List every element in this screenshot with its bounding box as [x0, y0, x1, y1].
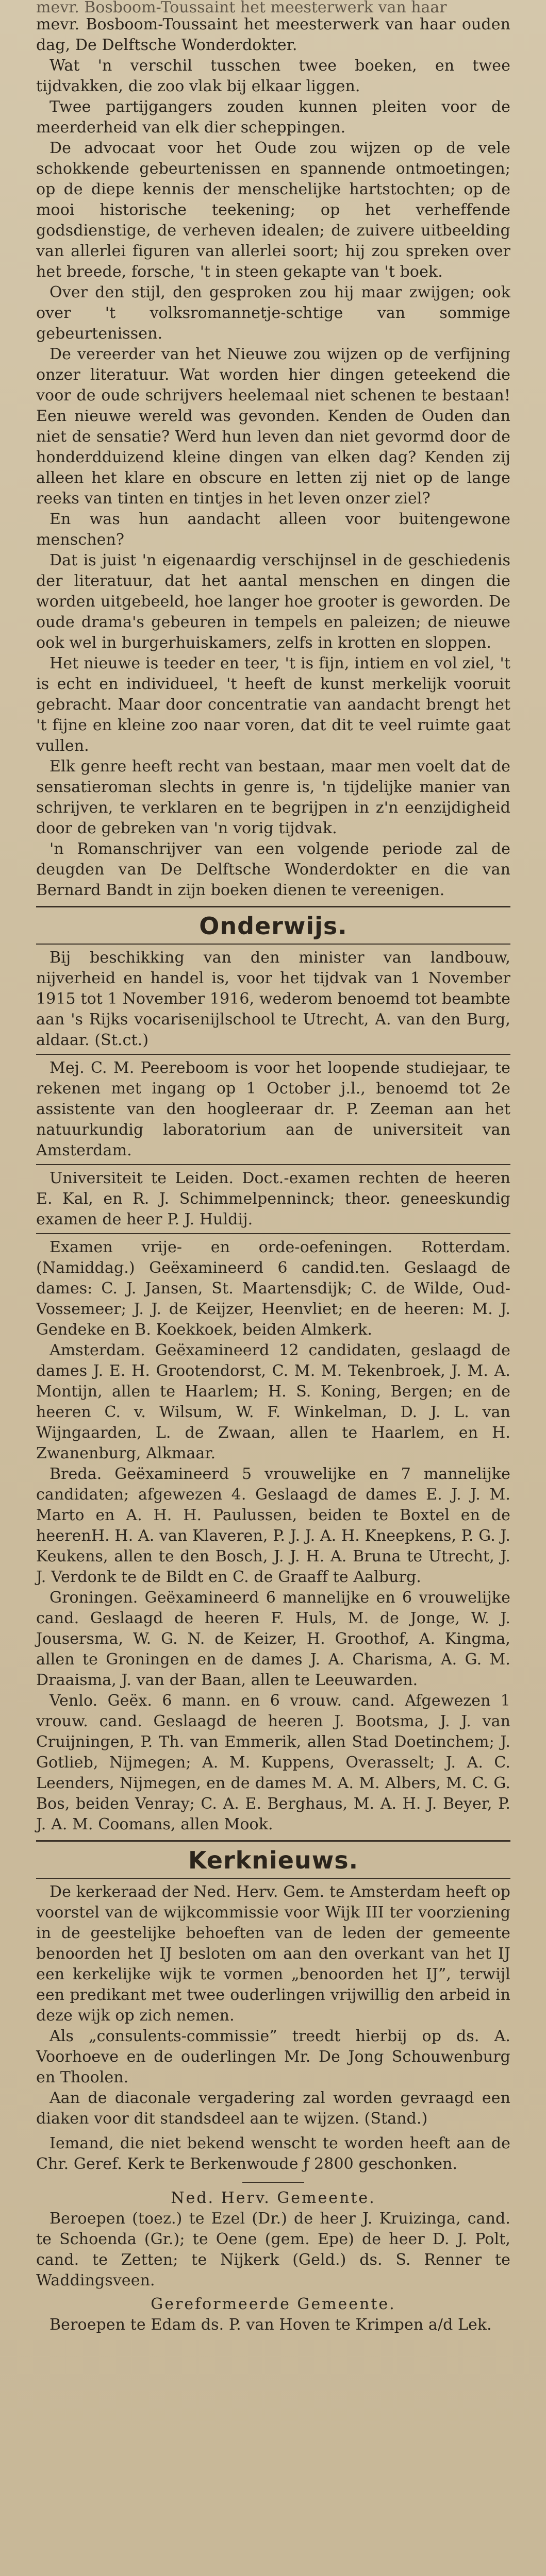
- item-divider: [36, 1164, 510, 1165]
- article-paragraph: Over den stijl, den gesproken zou hij maar zwijgen; ook over 't volksromannetje-schtige van sommige gebeurtenissen.: [36, 283, 510, 343]
- heading-kerknieuws: Kerknieuws.: [188, 1846, 359, 1874]
- news-item: Breda. Geëxamineerd 5 vrouwelijke en 7 mannelijke candidaten; afgewezen 4. Geslaagd de dames E. J. J. M. Marto en A. H. H. Paulussen, beiden te Boxtel en de heerenH. H. A. van Klaveren, P. J. J. A. H. Kneepkens, P. G. J. Keukens, allen te den Bosch, J. J. H. A. Bruna te Utrecht, J. J. Verdonk te de Bildt en C. de Graaff te Aalburg.: [36, 1465, 510, 1586]
- news-item: De kerkeraad der Ned. Herv. Gem. te Amsterdam heeft op voorstel van de wijkcommissie voor Wijk III ter voorziening in de geestelijke behoeften van de leden der gemeente benoorden het IJ besloten om aan den overkant van het IJ een kerkelijke wijk te vormen „benoorden het IJ”, terwijl een predikant met twee ouderlingen vrijwillig den arbeid in deze wijk op zich nemen.: [36, 1883, 510, 2025]
- news-item: Aan de diaconale vergadering zal worden gevraagd een diaken voor dit standsdeel aan te wijzen. (Stand.): [36, 2089, 510, 2128]
- news-item: Examen vrije- en orde-oefeningen. Rotterdam. (Namiddag.) Geëxamineerd 6 candid.ten. Geslaagd de dames: C. J. Jansen, St. Maartensdijk; C. de Wilde, Oud-Vossemeer; J. J. de Keijzer, Heenvliet; en de heeren: M. J. Gendeke en B. Koekkoek, beiden Almkerk.: [36, 1238, 510, 1339]
- article-column: [36, 0, 510, 2335]
- news-item: Mej. C. M. Peereboom is voor het loopende studiejaar, te rekenen met ingang op 1 October j.l., benoemd tot 2e assistente van den hoogleeraar dr. P. Zeeman aan het natuurkundig laboratorium aan de universiteit van Amsterdam.: [36, 1059, 510, 1159]
- section-divider: [36, 1878, 510, 1879]
- subheading-ned-herv: Ned. Herv. Gemeente.: [171, 2189, 376, 2207]
- news-item: Bij beschikking van den minister van landbouw, nijverheid en handel is, voor het tijdvak van 1 November 1915 tot 1 November 1916, wederom benoemd tot beambte aan 's Rijks vocarisenijlschool te Utrecht, A. van den Burg, aldaar. (St.ct.): [36, 949, 510, 1049]
- news-item: Iemand, die niet bekend wenscht te worden heeft aan de Chr. Geref. Kerk te Berkenwoude ƒ 2800 geschonken.: [36, 2134, 510, 2173]
- article-paragraph: En was hun aandacht alleen voor buitengewone menschen?: [36, 510, 510, 549]
- article-paragraph: Twee partijgangers zouden kunnen pleiten voor de meerderheid van elk dier scheppingen.: [36, 98, 510, 137]
- article-paragraph: De advocaat voor het Oude zou wijzen op de vele schokkende gebeurtenissen en spannende ontmoetingen; op de diepe kennis der menschelijke hartstochten; op de mooi historische teekening; op het verheffende godsdienstige, de verheven idealen; de zuivere uitbeelding van allerlei figuren van allerlei soort; hij zou spreken over het breede, forsche, 't in steen gekapte van 't boek.: [36, 139, 510, 281]
- spacer: [36, 2129, 510, 2133]
- onderwijs-section: [36, 948, 510, 1835]
- subheading-geref: Gereformeerde Gemeente.: [151, 2295, 396, 2313]
- news-item: Amsterdam. Geëxamineerd 12 candidaten, geslaagd de dames J. E. H. Grootendorst, C. M. M. Tekenbroek, J. M. A. Montijn, allen te Haarlem; H. S. Koning, Bergen; en de heeren C. v. Wilsum, W. F. Winkelman, D. J. L. van Wijngaarden, L. de Zwaan, allen te Haarlem, en H. Zwanenburg, Alkmaar.: [36, 1341, 510, 1462]
- news-item: Universiteit te Leiden. Doct.-examen rechten de heeren E. Kal, en R. J. Schimmelpenninck; theor. geneeskundig examen de heer P. J. Huldij.: [36, 1169, 510, 1228]
- item-divider: [36, 1233, 510, 1234]
- short-divider: [242, 2182, 304, 2183]
- section-divider: [36, 944, 510, 945]
- cut-top-fragment: mevr. Bosboom-Toussaint het meesterwerk van haar: [36, 0, 447, 14]
- article-paragraph: Wat 'n verschil tusschen twee boeken, en twee tijdvakken, die zoo vlak bij elkaar liggen.: [36, 57, 510, 95]
- section-divider: [36, 1840, 510, 1842]
- article-paragraph: 'n Romanschrijver van een volgende periode zal de deugden van De Delftsche Wonderdokter en die van Bernard Bandt in zijn boeken dienen te vereenigen.: [36, 840, 510, 899]
- news-item: Als „consulents-commissie” treedt hierbij op ds. A. Voorhoeve en de ouderlingen Mr. De Jong Schouwenburg en Thoolen.: [36, 2027, 510, 2086]
- article-paragraph: mevr. Bosboom-Toussaint het meesterwerk van haar ouden dag, De Delftsche Wonderdokter.: [36, 15, 510, 54]
- news-item: Venlo. Geëx. 6 mann. en 6 vrouw. cand. Afgewezen 1 vrouw. cand. Geslaagd de heeren J. Bootsma, J. J. van Cruijningen, P. Th. van Emmerik, allen Stad Doetinchem; J. Gotlieb, Nijmegen; A. M. Kuppens, Overasselt; J. A. C. Leenders, Nijmegen, en de dames M. A. M. Albers, M. C. G. Bos, beiden Venray; C. A. E. Berghaus, M. A. H. J. Beyer, P. J. A. M. Coomans, allen Mook.: [36, 1692, 510, 1833]
- section-divider: [36, 906, 510, 907]
- literature-article: [36, 14, 510, 901]
- news-item: Groningen. Geëxamineerd 6 mannelijke en 6 vrouwelijke cand. Geslaagd de heeren F. Huls, M. de Jonge, W. J. Jousersma, W. G. N. de Keizer, H. Groothof, A. Kingma, allen te Groningen en de dames J. A. Charisma, A. G. M. Draaisma, J. van der Baan, allen te Leeuwarden.: [36, 1589, 510, 1689]
- news-item: Beroepen te Edam ds. P. van Hoven te Krimpen a/d Lek.: [49, 2316, 492, 2334]
- article-paragraph: De vereerder van het Nieuwe zou wijzen op de verfijning onzer literatuur. Wat worden hier dingen geteekend die voor de oude schrijvers heelemaal niet schenen te bestaan! Een nieuwe wereld was gevonden. Kenden de Ouden dan niet de sensatie? Werd hun leven dan niet gevormd door de honderdduizend kleine dingen van elken dag? Kenden zij alleen het klare en obscure en letten zij niet op de lange reeks van tinten en tintjes in het leven onzer ziel?: [36, 345, 510, 508]
- heading-onderwijs: Onderwijs.: [199, 912, 348, 940]
- article-paragraph: Elk genre heeft recht van bestaan, maar men voelt dat de sensatieroman slechts in genre is, 'n tijdelijke manier van schrijven, te verklaren en te begrijpen in z'n eenzijdigheid door de gebreken van 'n vorig tijdvak.: [36, 757, 510, 837]
- article-paragraph: Het nieuwe is teeder en teer, 't is fijn, intiem en vol ziel, 't is echt en individueel, 't heeft de kunst merkelijk vooruit gebracht. Maar door concentratie van aandacht brengt het 't fijne en kleine zoo naar voren, dat dit te veel ruimte gaat vullen.: [36, 654, 510, 755]
- item-divider: [36, 1054, 510, 1055]
- kerknieuws-section: [36, 1882, 510, 2335]
- news-item: Beroepen (toez.) te Ezel (Dr.) de heer J. Kruizinga, cand. te Schoenda (Gr.); te Oene (gem. Epe) de heer D. J. Polt, cand. te Zetten; te Nijkerk (Geld.) ds. S. Renner te Waddingsveen.: [36, 2210, 510, 2289]
- article-paragraph: Dat is juist 'n eigenaardig verschijnsel in de geschiedenis der literatuur, dat het aantal menschen en dingen die worden uitgebeeld, hoe langer hoe grooter is geworden. De oude drama's gebeuren in tempels en paleizen; de nieuwe ook wel in burgerhuiskamers, zelfs in krotten en sloppen.: [36, 551, 510, 652]
